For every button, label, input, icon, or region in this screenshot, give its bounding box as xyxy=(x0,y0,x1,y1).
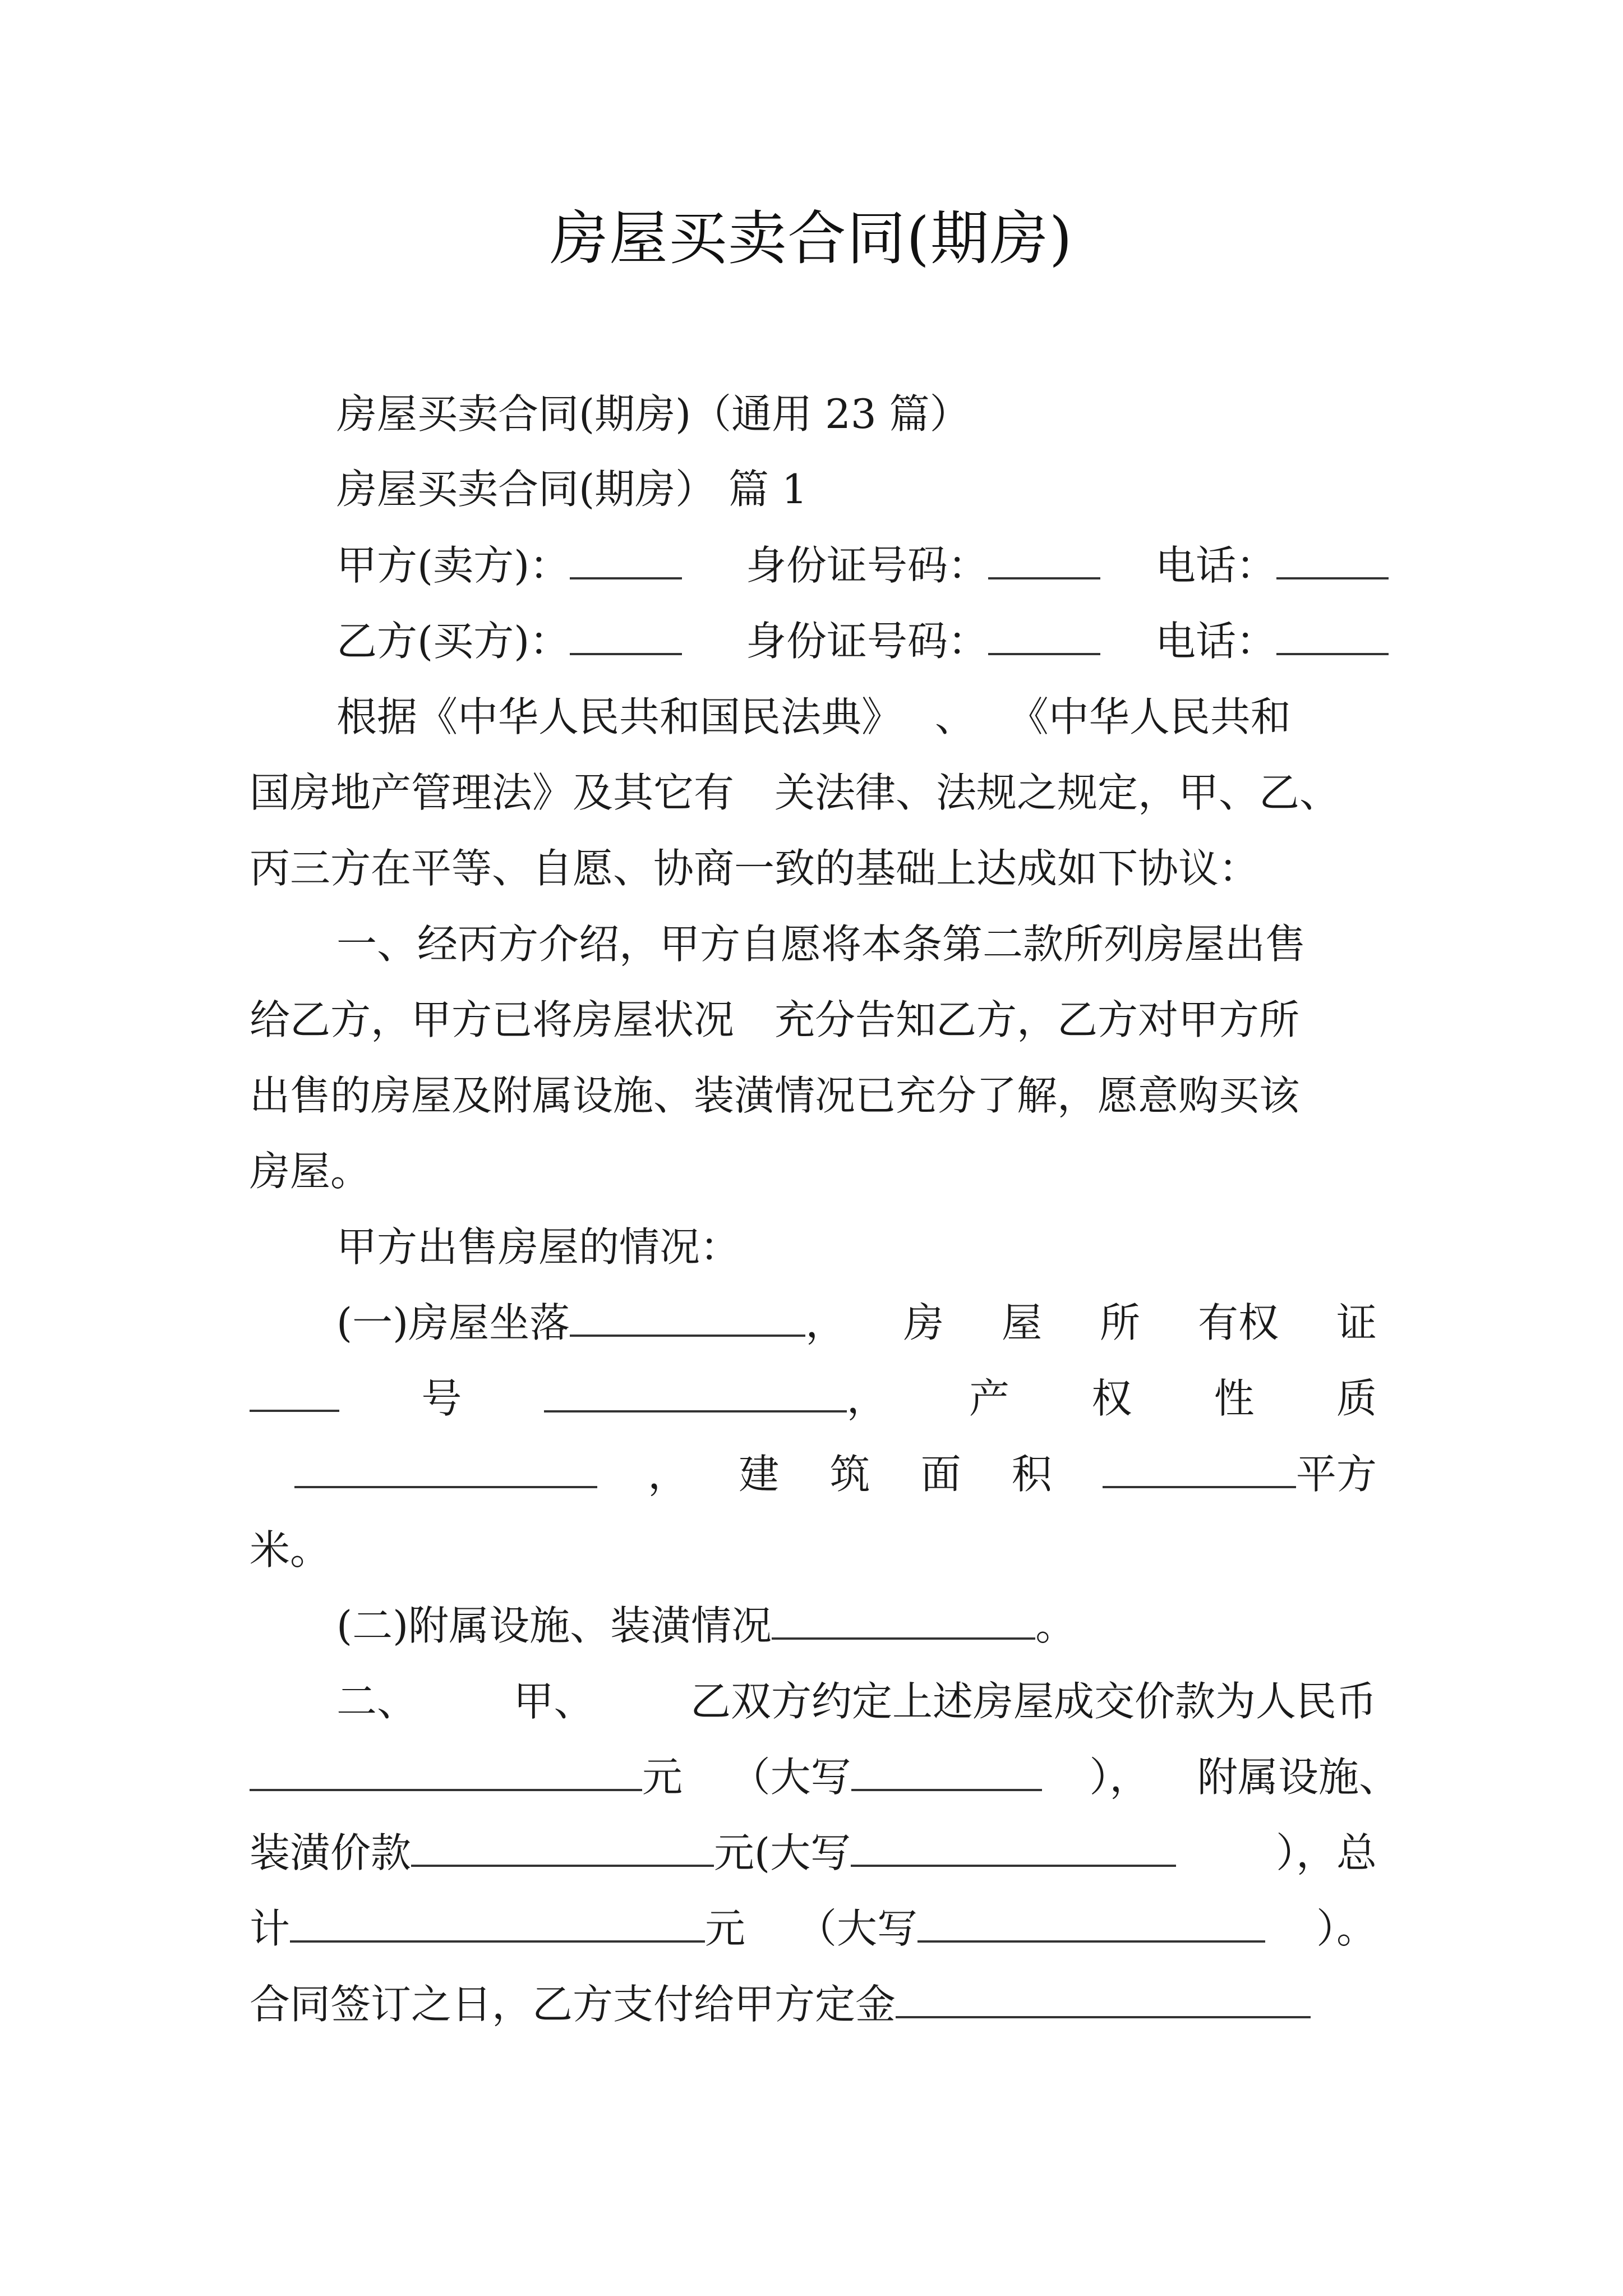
daxie-label2: （大写 xyxy=(796,1905,918,1952)
clause2-part: 乙双方约定上述房屋成交价款为人民币 xyxy=(690,1678,1377,1725)
price-blank xyxy=(250,1750,642,1791)
clause2-line4 xyxy=(250,1901,1377,1957)
party-b-id-blank xyxy=(988,614,1100,655)
party-a-name-blank xyxy=(570,538,682,579)
party-a-line xyxy=(336,537,682,593)
sale-info-heading: 甲方出售房屋的情况： xyxy=(336,1223,741,1271)
ji-label: 计 xyxy=(250,1905,291,1952)
decor-price-blank xyxy=(411,1825,714,1867)
item1-prefix-group xyxy=(336,1295,846,1351)
party-b-id xyxy=(746,613,1100,669)
preamble-line: 国房地产管理法》及其它有 关法律、法规之规定，甲、乙、 xyxy=(250,769,1340,816)
clause1-line: 一、经丙方介绍，甲方自愿将本条第二款所列房屋出售 xyxy=(336,921,1306,968)
decor-blank xyxy=(772,1598,1035,1640)
cert-char: 有权 xyxy=(1198,1299,1279,1346)
party-b-phone-blank xyxy=(1276,614,1389,655)
yuan-daxie-label: 元(大写 xyxy=(714,1829,851,1876)
nature-char: 性 xyxy=(1214,1375,1255,1422)
area-unit: 平方 xyxy=(1295,1451,1377,1498)
decor-price-group xyxy=(250,1825,1176,1881)
area-blank xyxy=(1103,1447,1296,1488)
close-total: ），总 xyxy=(1275,1829,1377,1876)
price-group xyxy=(250,1749,683,1805)
party-a-phone-label: 电话： xyxy=(1155,542,1277,589)
party-b-label: 乙方(买方)： xyxy=(336,618,570,665)
item1-line1 xyxy=(336,1295,1377,1351)
price-daxie-blank xyxy=(851,1750,1042,1791)
party-a-phone-blank xyxy=(1276,538,1389,579)
party-a-label: 甲方(卖方)： xyxy=(336,542,570,589)
item1-comma: ， xyxy=(805,1299,846,1346)
item2-line xyxy=(336,1598,1076,1654)
clause2-line2 xyxy=(250,1749,1399,1805)
cert-prefix-blank xyxy=(250,1370,339,1412)
nature-char: 产 xyxy=(969,1375,1009,1422)
num-char: 号 xyxy=(421,1375,462,1422)
party-b-id-label: 身份证号码： xyxy=(746,618,989,665)
party-b-phone-label: 电话： xyxy=(1155,618,1277,665)
total-daxie-blank xyxy=(917,1901,1265,1943)
cert-char: 证 xyxy=(1336,1299,1377,1346)
close-comma: ）， xyxy=(1089,1754,1150,1801)
yuan-label: 元 xyxy=(642,1754,683,1801)
party-b-phone xyxy=(1155,613,1389,669)
item1-prefix: (一)房屋坐落 xyxy=(336,1299,570,1346)
cert-char: 所 xyxy=(1100,1299,1141,1346)
clause1-line: 出售的房屋及附属设施、装潢情况已充分了解，愿意购买该 xyxy=(250,1072,1300,1119)
total-blank xyxy=(290,1901,705,1943)
item1-line3 xyxy=(250,1446,1377,1502)
clause1-line: 房屋。 xyxy=(250,1148,371,1195)
document-subtitle: 房屋买卖合同(期房)（通用 23 篇） xyxy=(336,390,970,438)
deposit-blank xyxy=(896,1977,1311,2018)
yuan2-label: 元 xyxy=(705,1905,746,1952)
deposit-line xyxy=(250,1976,1311,2032)
daxie-group xyxy=(730,1749,1042,1805)
clause2-part: 甲、 xyxy=(513,1678,594,1725)
total-group xyxy=(250,1901,745,1957)
item1-comma2: ， xyxy=(846,1375,887,1422)
party-a-id-blank xyxy=(988,538,1100,579)
section-heading: 房屋买卖合同(期房） 篇 1 xyxy=(336,466,808,513)
decor-daxie-blank xyxy=(851,1825,1176,1867)
daxie-label: （大写 xyxy=(730,1754,851,1801)
area-char: 面 xyxy=(920,1451,961,1498)
nature-value-group xyxy=(250,1446,597,1502)
preamble-line: 根据《中华人民共和国民法典》 、 《中华人民共和 xyxy=(336,693,1291,740)
document-title: 房屋买卖合同(期房) xyxy=(550,204,1073,273)
total-daxie-group xyxy=(796,1901,1265,1957)
nature-char: 质 xyxy=(1336,1375,1377,1422)
area-unit-end: 米。 xyxy=(250,1526,331,1573)
item2-prefix: (二)附属设施、装潢情况 xyxy=(336,1602,772,1649)
clause2-line1 xyxy=(336,1673,1377,1729)
party-a-id xyxy=(746,537,1100,593)
nature-blank xyxy=(294,1447,597,1488)
decor-price-label: 装潢价款 xyxy=(250,1829,412,1876)
party-b-line xyxy=(336,613,682,669)
cert-number-blank xyxy=(544,1371,847,1412)
location-blank xyxy=(570,1295,805,1337)
item2-suffix: 。 xyxy=(1035,1602,1076,1649)
clause1-line: 给乙方，甲方已将房屋状况 充分告知乙方，乙方对甲方所 xyxy=(250,996,1300,1043)
area-value-group xyxy=(1103,1446,1377,1502)
area-char: 建 xyxy=(739,1451,780,1498)
cert-char: 屋 xyxy=(1002,1299,1043,1346)
cert-number-group xyxy=(544,1370,887,1427)
close-end: ）。 xyxy=(1316,1905,1377,1952)
party-a-id-label: 身份证号码： xyxy=(746,542,989,589)
area-char: 筑 xyxy=(829,1451,870,1498)
nature-char: 权 xyxy=(1091,1375,1132,1422)
party-a-phone xyxy=(1155,537,1389,593)
party-b-name-blank xyxy=(570,614,682,655)
deposit-label: 合同签订之日，乙方支付给甲方定金 xyxy=(250,1981,896,2028)
clause2-part: 二、 xyxy=(336,1678,418,1725)
clause2-line3 xyxy=(250,1825,1377,1881)
preamble-line: 丙三方在平等、自愿、协商一致的基础上达成如下协议： xyxy=(250,845,1260,892)
cert-char: 房 xyxy=(903,1299,944,1346)
item1-comma3: ， xyxy=(648,1451,689,1498)
fushu-label: 附属设施、 xyxy=(1197,1754,1399,1801)
item1-line2 xyxy=(250,1370,1377,1427)
area-char: 积 xyxy=(1011,1451,1052,1498)
